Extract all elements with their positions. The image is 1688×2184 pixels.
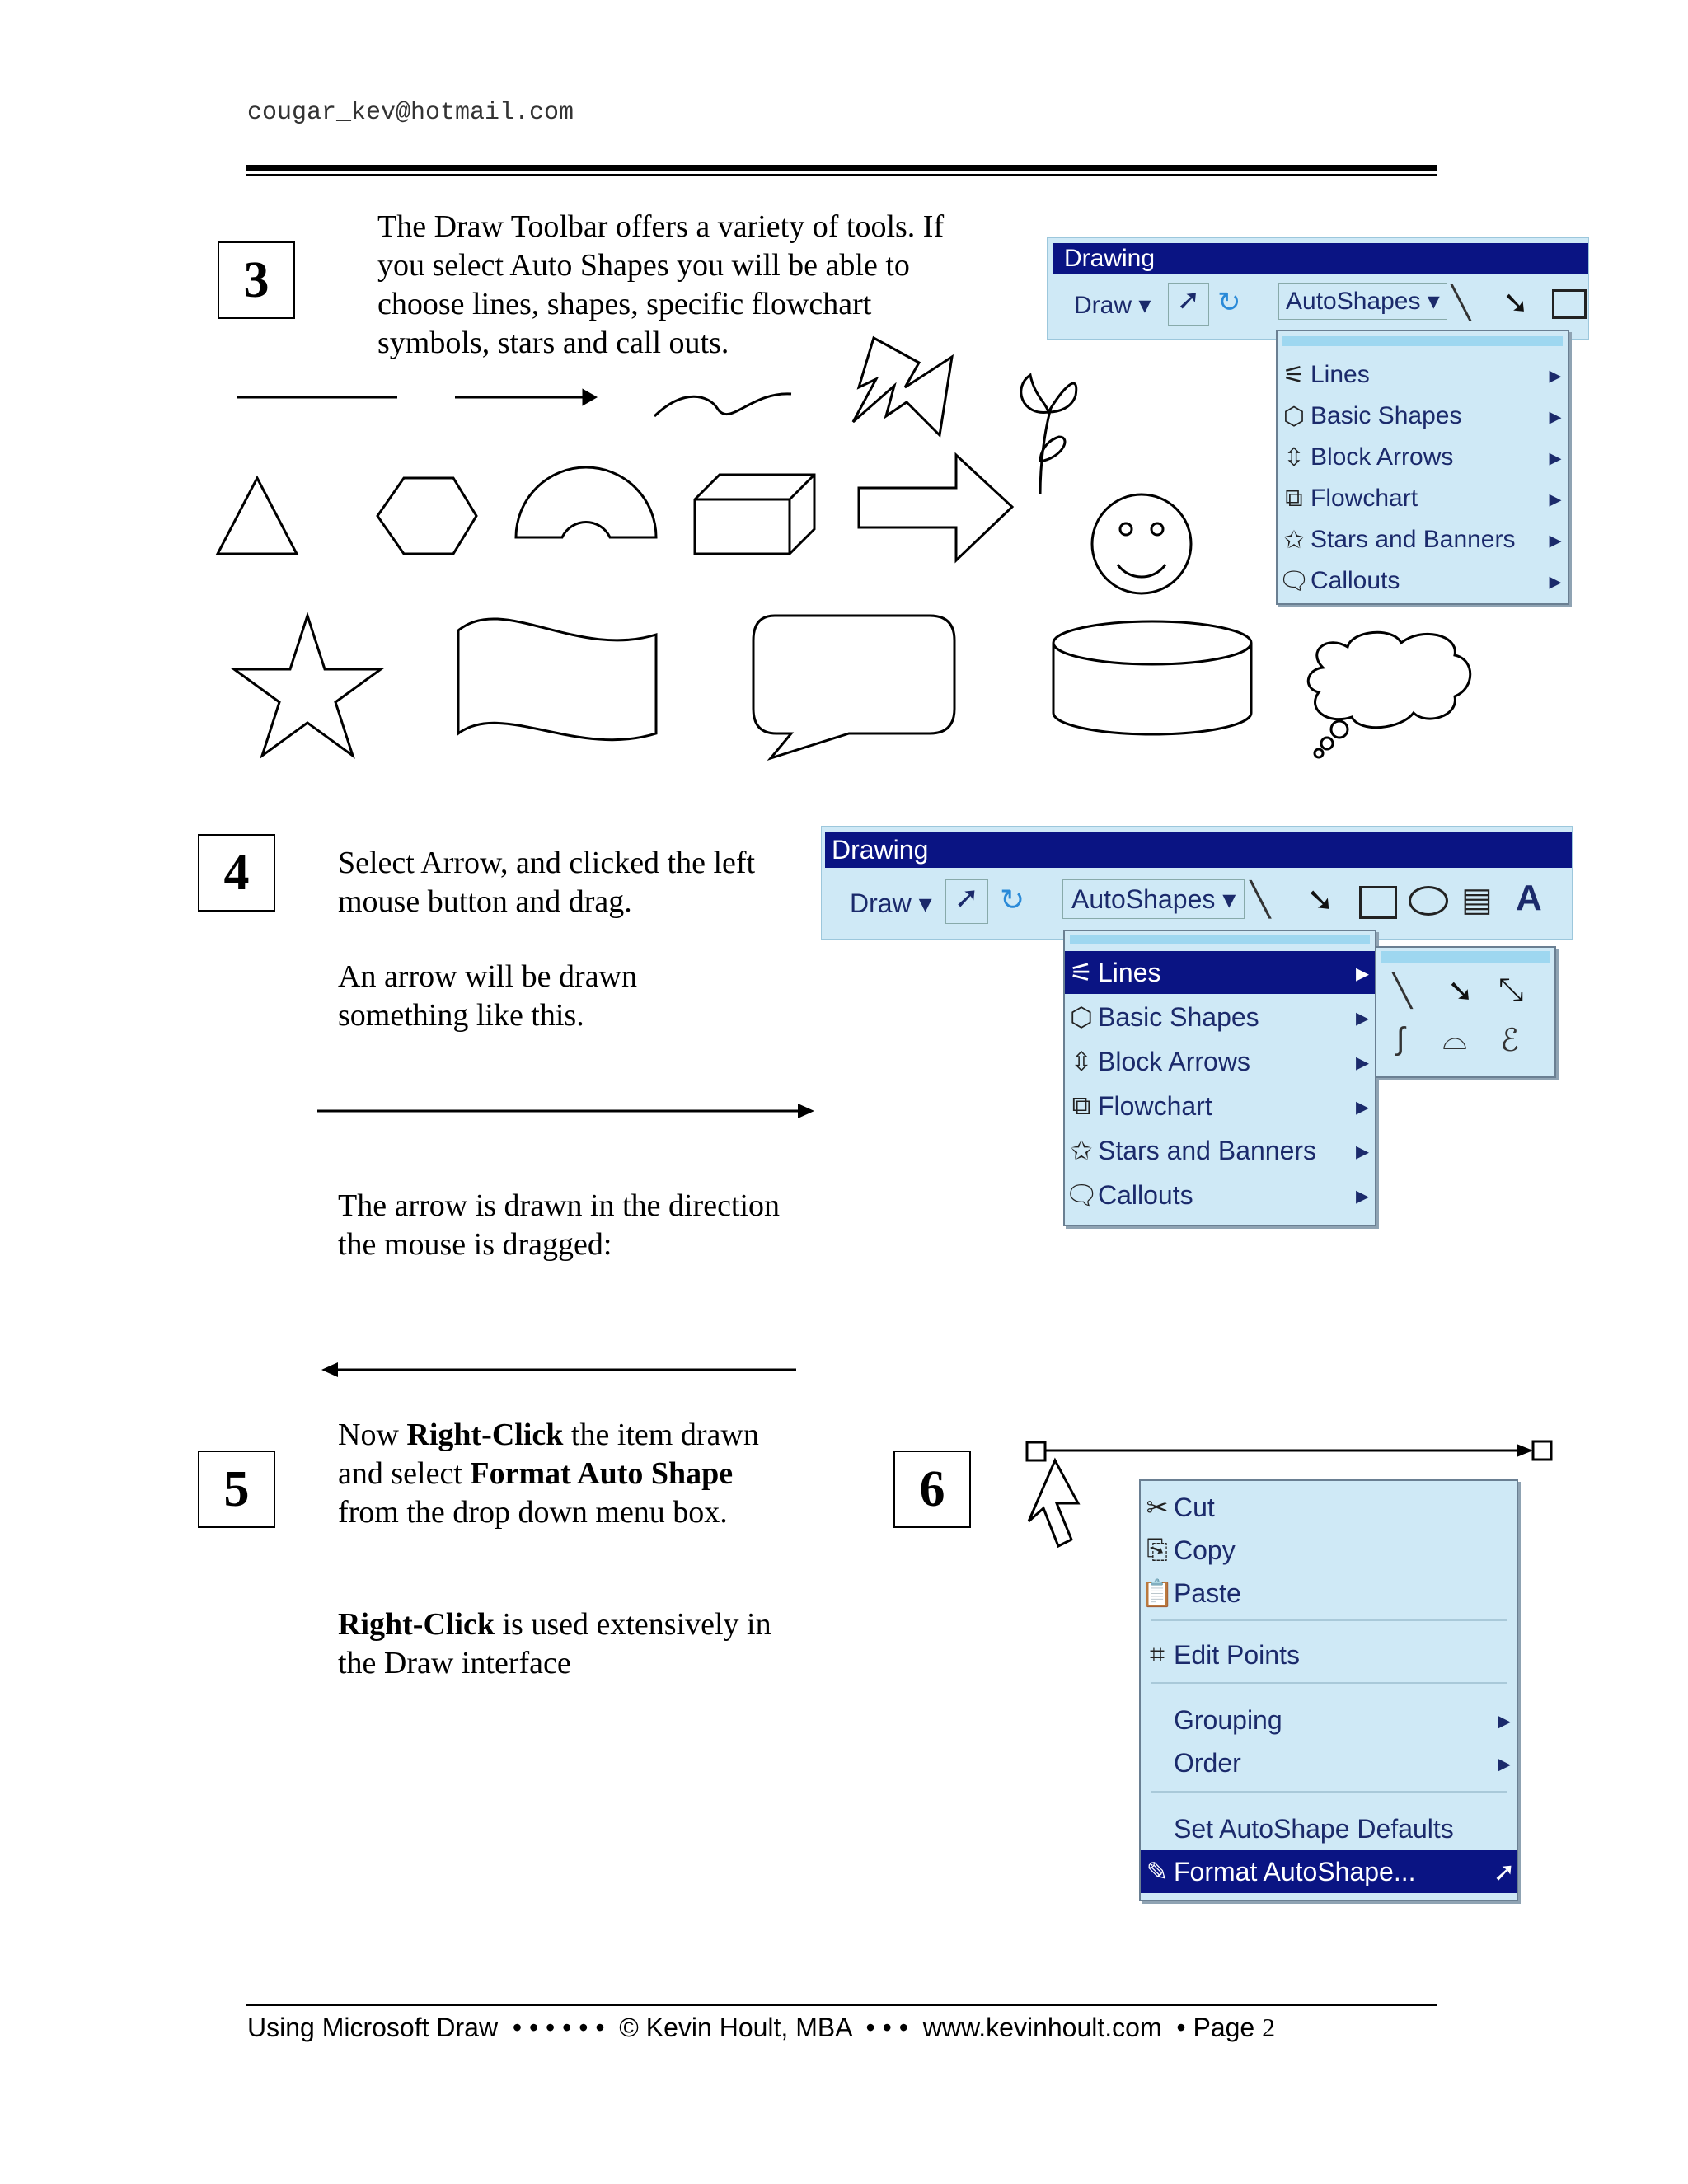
menu-item-callouts[interactable]: 🗨 Callouts ▸ (1278, 560, 1568, 602)
scribble-icon[interactable]: ℰ (1500, 1024, 1520, 1058)
menu-item-copy[interactable]: ⎘ Copy (1141, 1529, 1517, 1572)
submenu-arrow-icon: ▸ (1355, 1047, 1370, 1076)
submenu-arrow-icon: ▸ (1355, 1136, 1370, 1165)
submenu-arrow-icon: ▸ (1549, 485, 1562, 513)
flowchart-icon: ⧉ (1071, 1090, 1091, 1120)
textbox-tool-icon[interactable]: ▤ (1461, 882, 1493, 918)
callout-icon: 🗨 (1065, 1180, 1099, 1210)
menu-item-edit-points[interactable]: ⌗ Edit Points (1141, 1633, 1517, 1677)
footer-title: Using Microsoft Draw (247, 2013, 499, 2042)
menu-separator (1151, 1619, 1507, 1621)
menu-item-paste[interactable]: 📋 Paste (1141, 1577, 1241, 1608)
edit-points-icon: ⌗ (1149, 1639, 1165, 1669)
basic-shapes-icon: ⬡ (1070, 1002, 1093, 1032)
selected-arrow-head (1517, 1444, 1533, 1457)
line-icon[interactable]: ╲ (1393, 974, 1412, 1009)
submenu-arrow-icon: ▸ (1497, 1705, 1512, 1735)
step-4-text-2: An arrow will be drawn something like this. (338, 959, 638, 1033)
block-arrows-icon: ⇳ (1283, 443, 1305, 471)
copy-icon: ⎘ (1146, 1535, 1168, 1564)
selection-handle-end (1533, 1441, 1551, 1460)
format-autoshape-icon: ✎ (1146, 1857, 1169, 1886)
mouse-pointer-icon (1029, 1460, 1078, 1546)
lines-icon: ⚟ (1069, 958, 1094, 987)
select-pointer-icon[interactable]: ➚ (1168, 283, 1209, 326)
freeform-icon[interactable]: ⌓ (1442, 1022, 1468, 1057)
step-5-paragraph-1: Now Right-Click the item drawn and select Format Auto Shape from the drop down menu box. (338, 1418, 759, 1530)
footer-rule (246, 2004, 1437, 2006)
menu-item-lines[interactable]: ⚟ Lines ▸ (1278, 354, 1568, 396)
toolbar-title: Drawing (1053, 243, 1588, 274)
step-5-box: 5 (198, 1451, 275, 1528)
autoshapes-button[interactable]: AutoShapes ▾ (1278, 283, 1447, 320)
menu-separator (1151, 1682, 1507, 1684)
toolbar-title: Drawing (825, 832, 1572, 868)
star-icon: ✩ (1070, 1136, 1093, 1165)
curve-icon[interactable]: ∫ (1396, 1022, 1405, 1057)
basic-shapes-icon: ⬡ (1282, 402, 1306, 430)
footer-page-label: • Page (1176, 2013, 1255, 2042)
flowchart-icon: ⧉ (1285, 485, 1303, 512)
line-tool-icon[interactable]: ╲ (1451, 286, 1470, 321)
step-6-box: 6 (893, 1451, 971, 1528)
star-icon: ✩ (1283, 526, 1305, 554)
submenu-arrow-icon: ▸ (1497, 1748, 1512, 1778)
arrow-icon[interactable]: ➘ (1447, 974, 1474, 1009)
menu-item-grouping[interactable]: Grouping ▸ (1141, 1699, 1517, 1741)
scissors-icon: ✂ (1146, 1493, 1169, 1522)
line-tool-icon[interactable]: ╲ (1250, 882, 1271, 918)
block-arrows-icon: ⇳ (1070, 1047, 1093, 1076)
submenu-arrow-icon: ▸ (1355, 1002, 1370, 1032)
menu-item-basic-shapes[interactable]: ⬡ Basic Shapes ▸ (1065, 996, 1375, 1038)
menu-item-set-autoshape-defaults[interactable]: Set AutoShape Defaults (1174, 1813, 1454, 1844)
menu-item-flowchart[interactable]: ⧉ Flowchart ▸ (1278, 478, 1568, 519)
submenu-arrow-icon: ▸ (1549, 361, 1562, 389)
mouse-cursor-icon: ➚ (1493, 1857, 1516, 1886)
submenu-arrow-icon: ▸ (1549, 443, 1562, 471)
menu-item-format-autoshape[interactable]: ✎ Format AutoShape... ➚ (1141, 1850, 1517, 1893)
submenu-arrow-icon: ▸ (1549, 402, 1562, 430)
submenu-arrow-icon: ▸ (1355, 958, 1370, 987)
menu-item-stars-banners[interactable]: ✩ Stars and Banners ▸ (1065, 1129, 1375, 1172)
submenu-arrow-icon: ▸ (1549, 526, 1562, 554)
wordart-tool-icon[interactable]: A (1516, 878, 1542, 918)
step-3-box: 3 (218, 241, 295, 319)
menu-separator (1151, 1791, 1507, 1793)
paste-icon: 📋 (1141, 1578, 1174, 1608)
double-arrow-icon[interactable]: ⤡ (1498, 972, 1524, 1007)
menu-item-cut[interactable]: ✂ Cut (1141, 1486, 1517, 1529)
selection-handle-start (1027, 1442, 1045, 1460)
step-5-paragraph-2: Right-Click is used extensively in the Draw interface (338, 1607, 771, 1680)
free-rotate-icon[interactable]: ↻ (1217, 287, 1241, 318)
step-3-text: The Draw Toolbar offers a variety of tools. If you select Auto Shapes you will be able to choose lines, shapes, specific flowchart symbols, stars and call outs. (377, 209, 945, 360)
page-number: 2 (1262, 2013, 1276, 2042)
draw-menu-button[interactable]: Draw ▾ (850, 888, 932, 918)
footer-dots: • • • (865, 2013, 908, 2042)
menu-item-flowchart[interactable]: ⧉ Flowchart ▸ (1065, 1085, 1375, 1127)
step-4-text-1: Select Arrow, and clicked the left mouse button and drag. (338, 846, 756, 919)
context-menu (1139, 1479, 1518, 1901)
footer-copyright: © Kevin Hoult, MBA (619, 2013, 851, 2042)
submenu-arrow-icon: ▸ (1355, 1091, 1370, 1121)
arrow-tool-icon[interactable]: ➘ (1503, 286, 1529, 321)
draw-menu-button[interactable]: Draw ▾ (1074, 292, 1151, 319)
step-4-text-3: The arrow is drawn in the direction the mouse is dragged: (338, 1188, 781, 1262)
footer-website: www.kevinhoult.com (922, 2013, 1162, 2042)
footer-dots: • • • • • • (512, 2013, 605, 2042)
autoshapes-button[interactable]: AutoShapes ▾ (1062, 879, 1245, 919)
arrow-tool-icon[interactable]: ➘ (1306, 882, 1334, 918)
menu-item-basic-shapes[interactable]: ⬡ Basic Shapes ▸ (1278, 396, 1568, 437)
select-pointer-icon[interactable]: ➚ (945, 879, 988, 924)
lines-icon: ⚟ (1282, 361, 1306, 389)
menu-item-lines[interactable]: ⚟ Lines ▸ (1065, 951, 1375, 994)
submenu-arrow-icon: ▸ (1355, 1180, 1370, 1210)
callout-icon: 🗨 (1278, 567, 1311, 595)
menu-item-stars-banners[interactable]: ✩ Stars and Banners ▸ (1278, 519, 1568, 560)
submenu-arrow-icon: ▸ (1549, 567, 1562, 595)
menu-item-block-arrows[interactable]: ⇳ Block Arrows ▸ (1065, 1040, 1375, 1083)
step-4-box: 4 (198, 834, 275, 912)
author-email: cougar_kev@hotmail.com (247, 99, 574, 127)
menu-item-callouts[interactable]: 🗨 Callouts ▸ (1065, 1174, 1375, 1216)
footer (247, 2013, 1275, 2043)
menu-item-block-arrows[interactable]: ⇳ Block Arrows ▸ (1278, 437, 1568, 478)
free-rotate-icon[interactable]: ↻ (1000, 883, 1025, 916)
menu-item-order[interactable]: Order ▸ (1141, 1741, 1517, 1784)
